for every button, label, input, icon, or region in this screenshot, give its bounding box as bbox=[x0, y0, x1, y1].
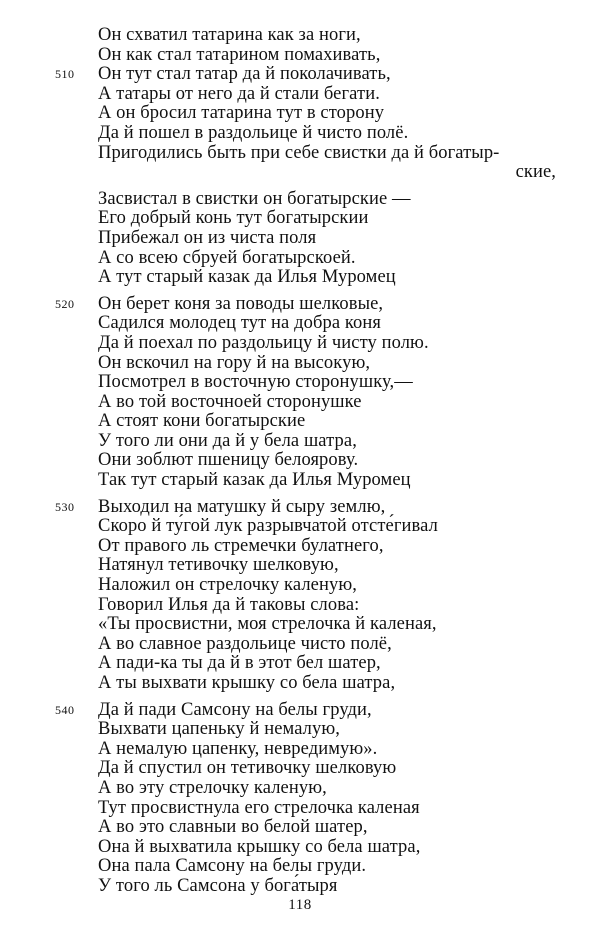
poem-text bbox=[0, 26, 600, 904]
verse-line-text: Он тут стал татар да й поколачивать, bbox=[98, 64, 391, 85]
verse-line bbox=[0, 249, 600, 269]
verse-line-text: А ты выхвати крышку со бела шатра, bbox=[98, 673, 396, 693]
verse-line-text: Садился молодец тут на добра коня bbox=[98, 313, 381, 334]
verse-line bbox=[0, 498, 600, 518]
line-number: 510 bbox=[55, 67, 75, 82]
verse-line bbox=[0, 576, 600, 596]
verse-line bbox=[0, 556, 600, 576]
verse-line bbox=[0, 451, 600, 471]
verse-line-text: Его добрый конь тут богатырскии bbox=[98, 208, 369, 229]
verse-line bbox=[0, 857, 600, 877]
stanza bbox=[0, 26, 600, 183]
verse-line-text: От правого ль стремечки булатнего, bbox=[98, 535, 384, 556]
stanza bbox=[0, 190, 600, 288]
verse-line bbox=[0, 85, 600, 105]
verse-line bbox=[0, 799, 600, 819]
verse-line bbox=[0, 635, 600, 655]
verse-line-text: У того ль Самсона у бога́тыря bbox=[98, 875, 338, 896]
verse-line-text: Выхвати цапеньку й немалую, bbox=[98, 719, 340, 740]
verse-line-text: Да й пошел в раздольице й чисто полё. bbox=[98, 122, 409, 143]
verse-line bbox=[0, 393, 600, 413]
verse-line bbox=[0, 144, 600, 164]
verse-line bbox=[0, 517, 600, 537]
verse-line bbox=[0, 674, 600, 694]
verse-line bbox=[0, 314, 600, 334]
verse-line bbox=[0, 295, 600, 315]
verse-line bbox=[0, 877, 600, 897]
verse-line bbox=[0, 65, 600, 85]
verse-line-text: Да й поехал по раздольицу й чисту полю. bbox=[98, 332, 429, 353]
stanza bbox=[0, 295, 600, 491]
verse-line-text: «Ты просвистни, моя стрелочка й каленая, bbox=[98, 614, 437, 635]
verse-line bbox=[0, 740, 600, 760]
line-number: 540 bbox=[55, 702, 75, 717]
verse-line-text: Он берет коня за поводы шелковые, bbox=[98, 293, 384, 314]
verse-line bbox=[0, 471, 600, 491]
page-number: 118 bbox=[288, 897, 312, 913]
verse-line-text: А пади-ка ты да й в этот бел шатер, bbox=[98, 653, 381, 674]
verse-line-text: Она пала Самсону на белы груди. bbox=[98, 856, 367, 877]
verse-line bbox=[0, 759, 600, 779]
verse-line-text: А тут старый казак да Илья Муромец bbox=[98, 267, 396, 288]
verse-line bbox=[0, 373, 600, 393]
verse-line-text: Он вскочил на гору й на высокую, bbox=[98, 352, 371, 373]
verse-line-text: Выходил на матушку й сыру землю, bbox=[98, 496, 386, 517]
verse-line-text: Он как стал татарином помахивать, bbox=[98, 44, 381, 65]
line-number: 520 bbox=[55, 296, 75, 311]
verse-line bbox=[0, 104, 600, 124]
verse-line-text: Натянул тетивочку шелковую, bbox=[98, 555, 339, 576]
verse-line-text: Говорил Илья да й таковы слова: bbox=[98, 594, 360, 615]
verse-line bbox=[0, 354, 600, 374]
verse-line bbox=[0, 779, 600, 799]
verse-line-continuation bbox=[0, 163, 600, 183]
verse-line bbox=[0, 596, 600, 616]
verse-line bbox=[0, 720, 600, 740]
verse-line-text: У того ли они да й у бела шатра, bbox=[98, 430, 357, 451]
verse-line-text: Скоро й ту́гой лук разрывчатой отсте́гивал bbox=[98, 516, 438, 537]
verse-line-text: А со всею сбруей богатырскоей. bbox=[98, 247, 356, 268]
verse-line-text: Она й выхватила крышку со бела шатра, bbox=[98, 836, 421, 857]
verse-line-text: Наложил он стрелочку каленую, bbox=[98, 575, 357, 596]
verse-line bbox=[0, 46, 600, 66]
verse-line-text: А во это славныи во белой шатер, bbox=[98, 817, 368, 838]
verse-line-text: ские, bbox=[515, 162, 556, 183]
verse-line-text: Засвистал в свистки он богатырские — bbox=[98, 188, 411, 209]
verse-line bbox=[0, 209, 600, 229]
verse-line-text: А татары от него да й стали бегати. bbox=[98, 83, 380, 104]
verse-line-text: Посмотрел в восточную сторонушку,— bbox=[98, 372, 413, 393]
verse-line bbox=[0, 432, 600, 452]
verse-line-text: Прибежал он из чиста поля bbox=[98, 227, 317, 248]
stanza bbox=[0, 498, 600, 694]
verse-line-text: Они зоблют пшеницу белоярову. bbox=[98, 450, 359, 471]
verse-line-text: А во славное раздольице чисто полё, bbox=[98, 633, 392, 654]
verse-line-text: Тут просвистнула его стрелочка каленая bbox=[98, 797, 420, 818]
verse-line-text: А во эту стрелочку каленую, bbox=[98, 777, 327, 798]
verse-line-text: А он бросил татарина тут в сторону bbox=[98, 103, 385, 124]
verse-line-text: Да й пади Самсону на белы груди, bbox=[98, 699, 372, 720]
verse-line-text: Да й спустил он тетивочку шелковую bbox=[98, 758, 397, 779]
verse-line bbox=[0, 334, 600, 354]
verse-line bbox=[0, 26, 600, 46]
verse-line bbox=[0, 412, 600, 432]
verse-line bbox=[0, 654, 600, 674]
verse-line bbox=[0, 838, 600, 858]
verse-line bbox=[0, 615, 600, 635]
line-number: 530 bbox=[55, 499, 75, 514]
verse-line bbox=[0, 268, 600, 288]
verse-line-text: Так тут старый казак да Илья Муромец bbox=[98, 470, 411, 491]
verse-line bbox=[0, 537, 600, 557]
verse-line bbox=[0, 818, 600, 838]
verse-line bbox=[0, 124, 600, 144]
verse-line-text: А немалую цапенку, невредимую». bbox=[98, 738, 378, 759]
verse-line bbox=[0, 701, 600, 721]
verse-line-text: Пригодились быть при себе свистки да й богатыр- bbox=[98, 142, 500, 163]
verse-line-text: А во той восточноей сторонушке bbox=[98, 391, 362, 412]
verse-line-text: А стоят кони богатырские bbox=[98, 411, 306, 432]
verse-line-text: Он схватил татарина как за ноги, bbox=[98, 25, 361, 45]
stanza bbox=[0, 701, 600, 897]
verse-line bbox=[0, 229, 600, 249]
verse-line bbox=[0, 190, 600, 210]
